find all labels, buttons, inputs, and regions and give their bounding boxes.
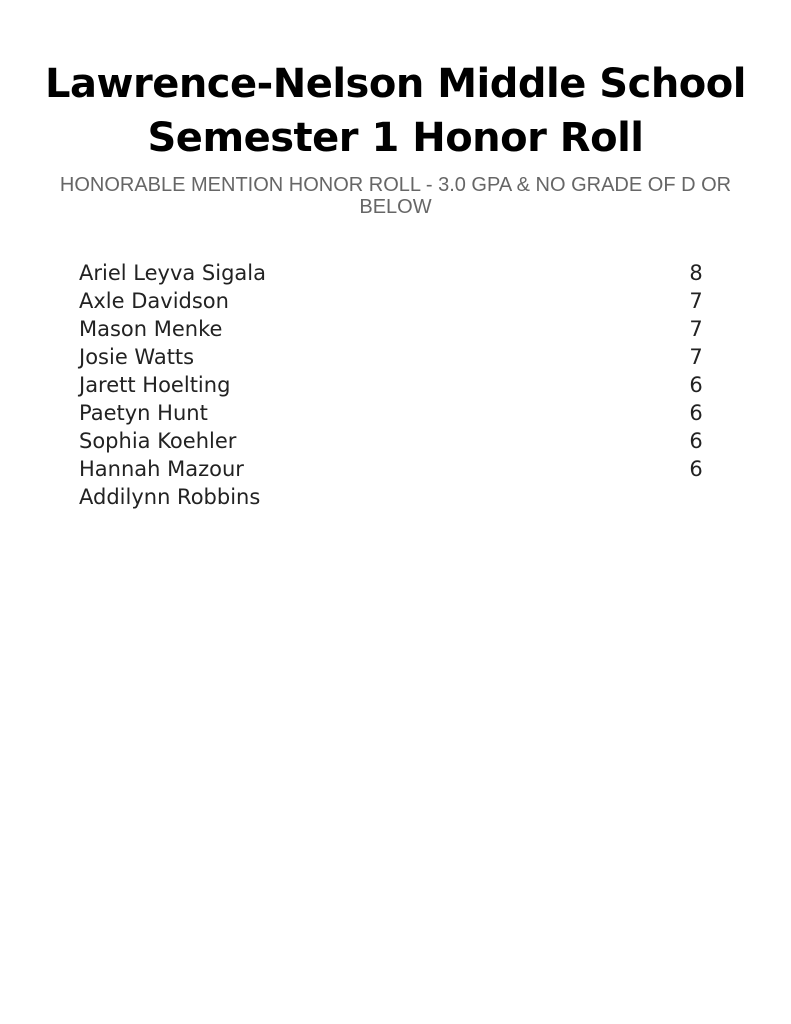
student-row [79, 259, 719, 287]
student-grade: 6 [689, 373, 703, 397]
student-name: Hannah Mazour [79, 457, 244, 481]
student-name: Paetyn Hunt [79, 401, 208, 425]
student-grade: 6 [689, 429, 703, 453]
student-grade: 6 [689, 457, 703, 481]
student-grade: 7 [689, 289, 703, 313]
student-name: Addilynn Robbins [79, 485, 261, 509]
student-row [79, 343, 719, 371]
student-grade: 7 [689, 317, 703, 341]
student-row [79, 287, 719, 315]
student-name: Ariel Leyva Sigala [79, 261, 266, 285]
student-name: Jarett Hoelting [79, 373, 231, 397]
student-name: Josie Watts [79, 345, 195, 369]
student-row [79, 455, 719, 483]
student-row [79, 371, 719, 399]
student-name: Sophia Koehler [79, 429, 237, 453]
student-row [79, 399, 719, 427]
student-grade: 6 [689, 401, 703, 425]
student-list [79, 259, 719, 511]
student-grade: 7 [689, 345, 703, 369]
honor-roll-category: HONORABLE MENTION HONOR ROLL - 3.0 GPA & NO GRADE OF D OR BELOW [59, 174, 732, 218]
student-name: Axle Davidson [79, 289, 229, 313]
student-row [79, 483, 719, 511]
student-row [79, 315, 719, 343]
student-name: Mason Menke [79, 317, 223, 341]
honor-roll-title: Semester 1 Honor Roll [147, 115, 644, 161]
school-name-heading: Lawrence-Nelson Middle School [45, 61, 746, 107]
student-grade: 8 [689, 261, 703, 285]
student-row [79, 427, 719, 455]
